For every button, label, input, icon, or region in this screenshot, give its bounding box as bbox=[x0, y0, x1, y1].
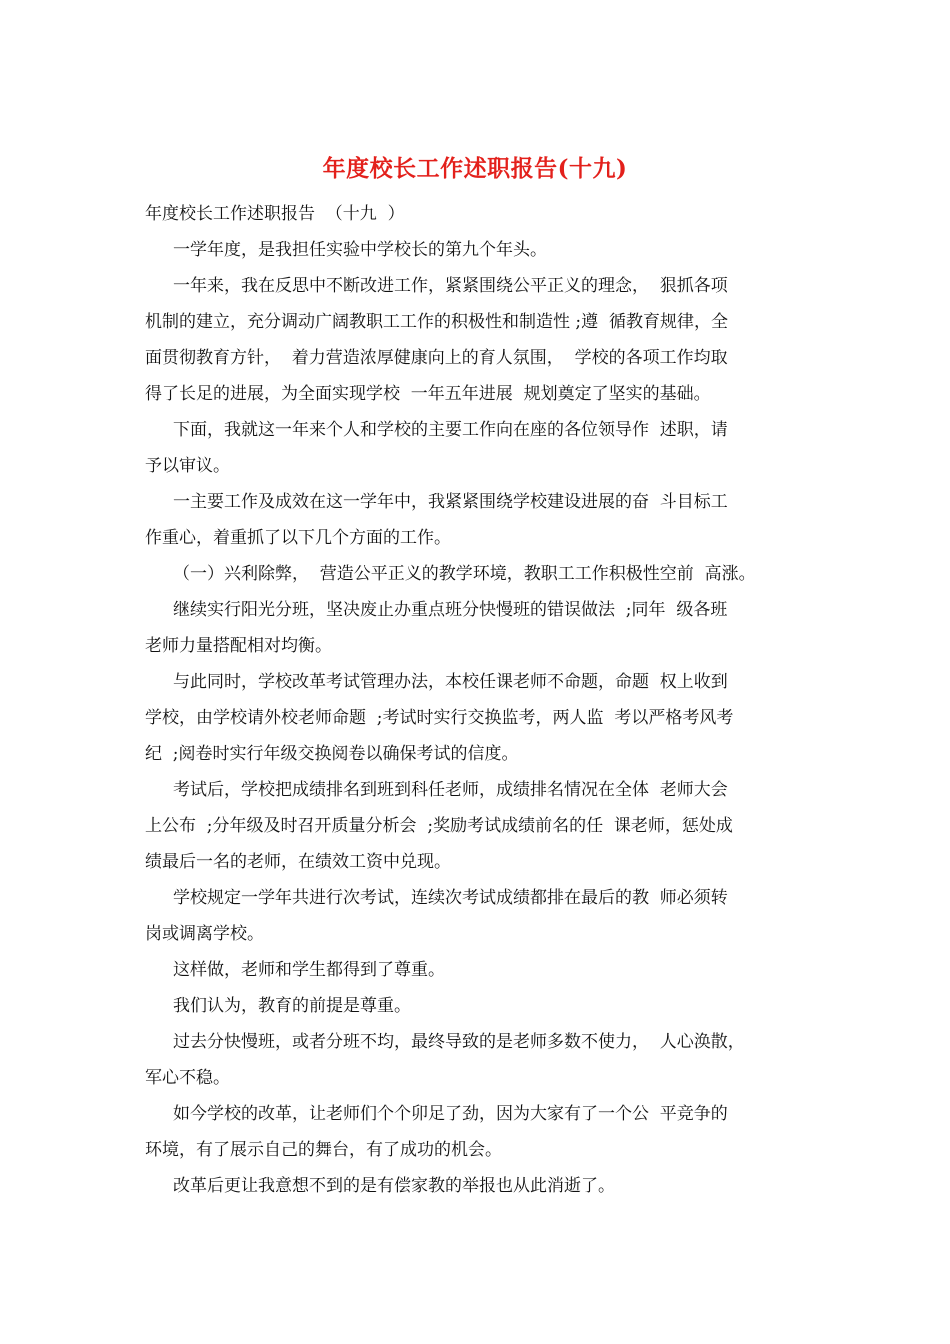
text-line: 纪 ;阅卷时实行年级交换阅卷以确保考试的信度。 bbox=[145, 744, 519, 764]
text-line: 学校，由学校请外校老师命题 ;考试时实行交换监考，两人监 考以严格考风考 bbox=[145, 708, 734, 728]
paragraph-main-work bbox=[145, 484, 813, 556]
paragraph-intro bbox=[145, 232, 813, 268]
paragraph-overview bbox=[145, 268, 813, 412]
text-line: 绩最后一名的老师，在绩效工资中兑现。 bbox=[145, 852, 451, 872]
document-title: 年度校长工作述职报告(十九) bbox=[322, 155, 628, 182]
text-line: 老师力量搭配相对均衡。 bbox=[145, 636, 332, 656]
paragraph-now bbox=[145, 1096, 813, 1168]
text-line: 我们认为，教育的前提是尊重。 bbox=[173, 996, 411, 1016]
paragraph-subtitle bbox=[145, 196, 813, 232]
paragraph-respect bbox=[145, 952, 813, 988]
paragraph-exam-reform bbox=[145, 664, 813, 772]
paragraph-past bbox=[145, 1024, 813, 1096]
text-line: （一）兴利除弊， 营造公平正义的教学环境，教职工工作积极性空前 高涨。 bbox=[173, 564, 756, 584]
text-line: 予以审议。 bbox=[145, 456, 230, 476]
document-body bbox=[145, 196, 813, 1204]
paragraph-class-grouping bbox=[145, 592, 813, 664]
text-line: 一年来，我在反思中不断改进工作，紧紧围绕公平正义的理念， 狠抓各项 bbox=[173, 276, 728, 296]
text-line: 考试后，学校把成绩排名到班到科任老师，成绩排名情况在全体 老师大会 bbox=[173, 780, 728, 800]
text-line: 军心不稳。 bbox=[145, 1068, 230, 1088]
text-line: 面贯彻教育方针， 着力营造浓厚健康向上的育人氛围， 学校的各项工作均取 bbox=[145, 348, 728, 368]
text-line: 改革后更让我意想不到的是有偿家教的举报也从此消逝了。 bbox=[173, 1176, 615, 1196]
text-line: 如今学校的改革，让老师们个个卯足了劲，因为大家有了一个公 平竞争的 bbox=[173, 1104, 728, 1124]
paragraph-ranking bbox=[145, 772, 813, 880]
text-line: 环境，有了展示自己的舞台，有了成功的机会。 bbox=[145, 1140, 502, 1160]
text-line: 作重心，着重抓了以下几个方面的工作。 bbox=[145, 528, 451, 548]
text-line: 这样做，老师和学生都得到了尊重。 bbox=[173, 960, 445, 980]
text-line: 一学年度，是我担任实验中学校长的第九个年头。 bbox=[173, 240, 547, 260]
text-line: 继续实行阳光分班，坚决废止办重点班分快慢班的错误做法 ;同年 级各班 bbox=[173, 600, 728, 620]
text-line: 过去分快慢班，或者分班不均，最终导致的是老师多数不使力， 人心涣散， bbox=[173, 1032, 745, 1052]
paragraph-rules bbox=[145, 880, 813, 952]
paragraph-premise bbox=[145, 988, 813, 1024]
text-line: 上公布 ;分年级及时召开质量分析会 ;奖励考试成绩前名的任 课老师，惩处成 bbox=[145, 816, 733, 836]
paragraph-after-reform bbox=[145, 1168, 813, 1204]
text-line: 学校规定一学年共进行次考试，连续次考试成绩都排在最后的教 师必须转 bbox=[173, 888, 728, 908]
paragraph-report-intro bbox=[145, 412, 813, 484]
text-line: 机制的建立，充分调动广阔教职工工作的积极性和制造性 ;遵 循教育规律，全 bbox=[145, 312, 728, 332]
section-heading-1 bbox=[145, 556, 813, 592]
text-line: 一主要工作及成效在这一学年中，我紧紧围绕学校建设进展的奋 斗目标工 bbox=[173, 492, 728, 512]
text-line: 下面，我就这一年来个人和学校的主要工作向在座的各位领导作 述职，请 bbox=[173, 420, 728, 440]
text-line: 与此同时，学校改革考试管理办法，本校任课老师不命题，命题 权上收到 bbox=[173, 672, 728, 692]
text-line: 得了长足的进展，为全面实现学校 一年五年进展 规划奠定了坚实的基础。 bbox=[145, 384, 711, 404]
text-line: 岗或调离学校。 bbox=[145, 924, 264, 944]
text-line: 年度校长工作述职报告 （十九 ） bbox=[145, 204, 405, 224]
